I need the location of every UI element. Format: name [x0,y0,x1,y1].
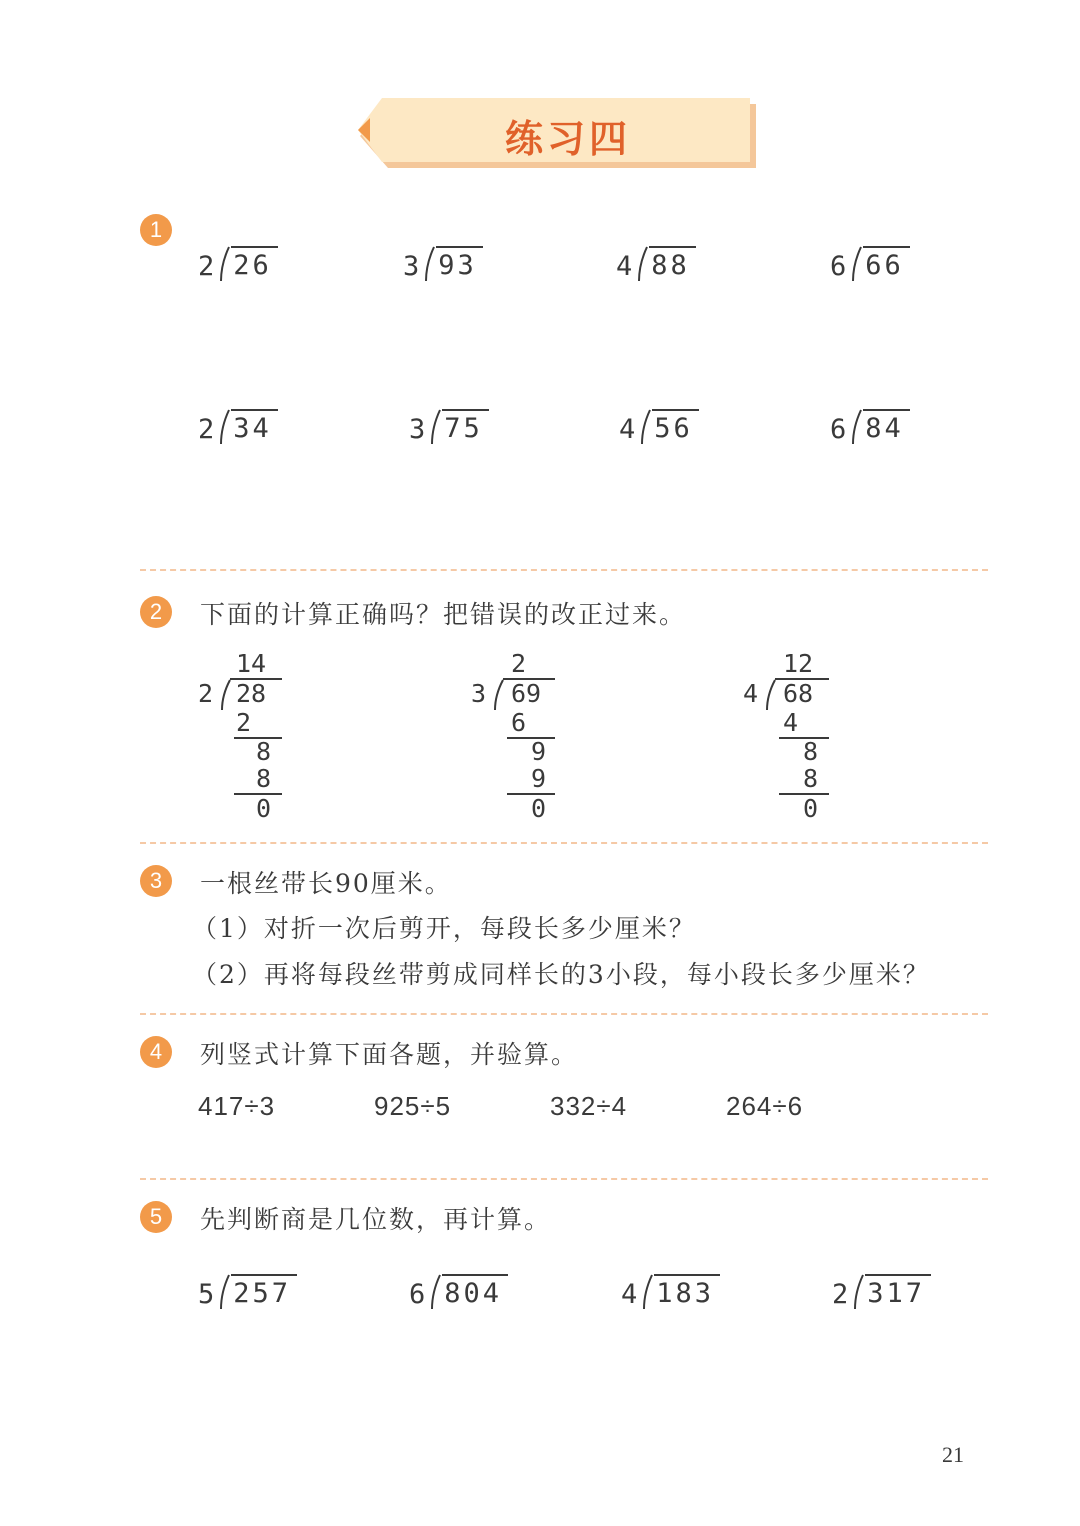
division-problem [409,409,489,449]
division-problem [198,1274,297,1314]
divisor: 5 [198,1279,218,1310]
final-remainder: 0 [256,794,272,823]
division-bracket-icon [422,246,436,282]
dividend: 75 [442,409,489,445]
division-bracket-icon [217,246,231,282]
step-product: 9 [531,764,547,793]
section-5-instruction: 先判断商是几位数，再计算。 [200,1205,552,1234]
dividend: 68 [783,679,814,708]
final-remainder: 0 [803,794,819,823]
section-1-badge: 1 [140,214,172,246]
division-bracket-icon [428,409,442,445]
section-3-question-1: （1）对折一次后剪开，每段长多少厘米？ [192,914,696,943]
division-bracket-icon [849,246,863,282]
section-5-badge: 5 [140,1201,172,1233]
division-problem [198,246,278,286]
division-problem [616,246,696,286]
division-problem [832,1274,931,1314]
dividend: 88 [649,246,696,282]
section-3-badge: 3 [140,865,172,897]
title-banner [358,98,758,170]
divisor: 3 [471,679,487,708]
step-product: 6 [511,708,527,737]
divisor: 3 [409,414,429,445]
divisor: 2 [832,1279,852,1310]
division-bracket-icon [217,409,231,445]
division-bracket-icon [218,679,232,711]
step-product: 4 [783,708,799,737]
step-remainder: 8 [256,737,272,766]
expression: 332÷4 [550,1091,628,1121]
dividend: 257 [231,1274,297,1310]
section-4-badge: 4 [140,1036,172,1068]
step-product: 2 [236,708,252,737]
section-3-instruction: 一根丝带长90厘米。 [200,869,452,898]
divisor: 6 [830,251,850,282]
step-remainder: 9 [531,737,547,766]
quotient: 2 [511,649,527,678]
dividend: 26 [231,246,278,282]
dividend: 69 [511,679,542,708]
final-remainder: 0 [531,794,547,823]
division-problem [619,409,699,449]
division-bracket-icon [851,1274,865,1310]
division-problem [621,1274,720,1314]
division-bracket-icon [491,679,505,711]
division-bracket-icon [428,1274,442,1310]
expression: 417÷3 [198,1091,276,1121]
divisor: 6 [409,1279,429,1310]
division-bracket-icon [217,1274,231,1310]
division-bracket-icon [763,679,777,711]
division-problem [409,1274,508,1314]
division-bracket-icon [640,1274,654,1310]
divisor: 2 [198,414,218,445]
dividend: 34 [231,409,278,445]
dividend: 66 [863,246,910,282]
step-product: 8 [256,764,272,793]
dividend: 28 [236,679,267,708]
dividend: 84 [863,409,910,445]
worked-division [743,649,883,829]
dividend: 93 [436,246,483,282]
dividend: 56 [652,409,699,445]
section-divider [140,1013,988,1015]
section-2-instruction: 下面的计算正确吗？把错误的改正过来。 [200,600,687,629]
quotient: 12 [783,649,814,678]
dividend: 804 [442,1274,508,1310]
section-divider [140,1178,988,1180]
worked-division [471,649,611,829]
section-4-instruction: 列竖式计算下面各题，并验算。 [200,1040,579,1069]
divisor: 4 [616,251,636,282]
section-divider [140,842,988,844]
division-problem [830,409,910,449]
division-problem [830,246,910,286]
section-3-question-2: （2）再将每段丝带剪成同样长的3小段，每小段长多少厘米？ [192,960,930,989]
divisor: 4 [619,414,639,445]
expression: 925÷5 [374,1091,452,1121]
step-product: 8 [803,764,819,793]
page-title: 练习四 [504,116,631,161]
divisor: 6 [830,414,850,445]
divisor: 3 [403,251,423,282]
expression: 264÷6 [726,1091,804,1121]
section-divider [140,569,988,571]
division-bracket-icon [638,409,652,445]
section-2-badge: 2 [140,596,172,628]
page-number: 21 [942,1442,964,1467]
worked-division [198,649,338,829]
divisor: 4 [621,1279,641,1310]
division-bracket-icon [635,246,649,282]
division-problem [403,246,483,286]
dividend: 183 [654,1274,720,1310]
divisor: 2 [198,679,214,708]
division-problem [198,409,278,449]
quotient: 14 [236,649,267,678]
division-bracket-icon [849,409,863,445]
step-remainder: 8 [803,737,819,766]
dividend: 317 [865,1274,931,1310]
divisor: 2 [198,251,218,282]
divisor: 4 [743,679,759,708]
